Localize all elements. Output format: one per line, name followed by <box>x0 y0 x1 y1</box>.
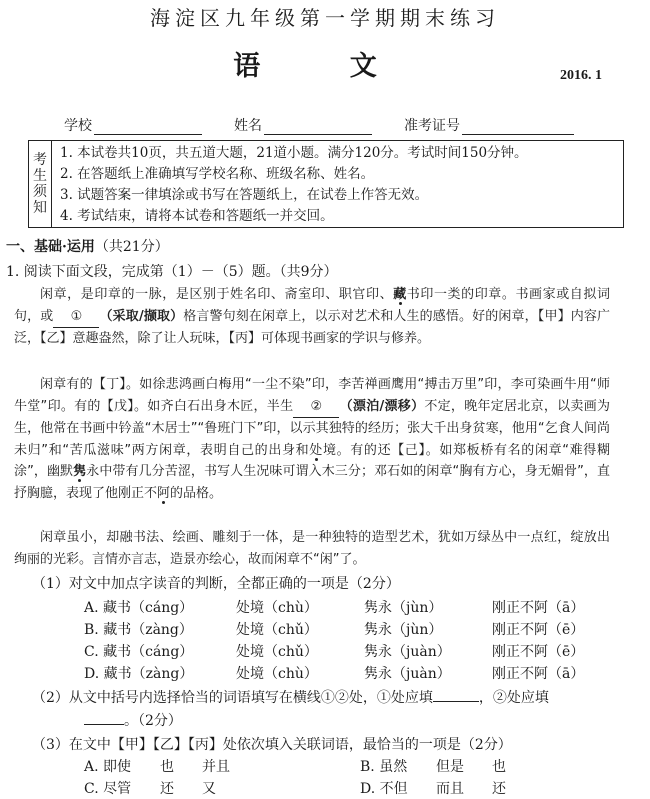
subquestion-3-options <box>84 755 554 799</box>
option-a[interactable]: A. 即使 也 并且 <box>84 759 230 775</box>
option-d[interactable]: D. 不但 而且 还 <box>360 781 506 797</box>
option-c[interactable]: C. 藏书（cáng） 处境（chǔ） 隽永（juàn） 刚正不阿（ē） <box>84 644 585 660</box>
subject-title: 语 文 <box>233 51 417 82</box>
subquestion-2-line-2: 。（2分） <box>84 710 182 730</box>
subquestion-3-stem: （3）在文中【甲】【乙】【丙】处依次填入关联词语，最恰当的一项是（2分） <box>32 737 512 753</box>
exam-date: 2016. 1 <box>560 68 602 83</box>
question-1-stem: 1. 阅读下面文段，完成第（1）－（5）题。（共9分） <box>6 264 338 280</box>
school-blank <box>94 120 202 135</box>
option-d[interactable]: D. 藏书（zàng） 处境（chù） 隽永（juàn） 刚正不阿（ā） <box>84 666 585 682</box>
notice-list <box>52 141 528 227</box>
section-heading: 一、基础·运用（共21分） <box>6 239 169 255</box>
candidate-notice-box <box>28 140 624 228</box>
exam-number-blank <box>462 120 574 135</box>
blank-2[interactable]: ② <box>293 396 339 419</box>
option-c[interactable]: C. 尽管 还 又 <box>84 781 216 797</box>
notice-item: 3. 试题答案一律填涂或书写在答题纸上，在试卷上作答无效。 <box>60 187 429 203</box>
notice-item: 1. 本试卷共10页，共五道大题，21道小题。满分120分。考试时间150分钟。 <box>60 145 528 161</box>
notice-item: 2. 在答题纸上准确填写学校名称、班级名称、姓名。 <box>60 166 375 182</box>
name-blank <box>264 120 372 135</box>
passage-paragraph-3: 闲章虽小，却融书法、绘画、雕刻于一体，是一种独特的造型艺术，犹如万绿丛中一点红，绽放出绚丽的光彩。言情亦言志，造景亦绘心，故而闲章不“闲”了。 <box>14 530 610 567</box>
option-b[interactable]: B. 虽然 但是 也 <box>360 759 506 775</box>
exam-number-label: 准考证号 <box>404 118 460 134</box>
subquestion-1-options <box>84 596 624 684</box>
blank-1[interactable]: ① <box>53 306 99 329</box>
exam-number-field <box>404 115 624 135</box>
answer-blank-1[interactable] <box>433 689 479 702</box>
school-field <box>64 115 234 135</box>
notice-item: 4. 考试结束，请将本试卷和答题纸一并交回。 <box>60 208 334 224</box>
notice-label: 考 生 须 知 <box>29 141 52 227</box>
name-field <box>234 115 404 135</box>
option-b[interactable]: B. 藏书（zàng） 处境（chǔ） 隽永（jùn） 刚正不阿（ē） <box>84 622 585 638</box>
school-label: 学校 <box>64 118 92 134</box>
subquestion-1-stem: （1）对文中加点字读音的判断，全都正确的一项是（2分） <box>32 576 400 592</box>
exam-title: 海淀区九年级第一学期期末练习 <box>150 6 500 30</box>
student-info-fields <box>64 115 624 135</box>
answer-blank-2[interactable] <box>84 712 124 725</box>
name-label: 姓名 <box>234 118 262 134</box>
passage-paragraph-2: 闲章有的【丁】。如徐悲鸿画白梅用“一尘不染”印，李苦禅画鹰用“搏击万里”印，李可染画牛用“师牛堂”印。有的【戊】。如齐白石出身木匠，半生 ② （漂泊/漂移）不定，晚年定居北京，以卖画为生，他常在书画中钤盖“木居士”“鲁班门下”印，以示其独特的经历；张大千出身贫寒，他用“乞食人间尚未归”和“苦瓜滋味”两方闲章，表明自己的出身和处境。有的还【己】。如郑板桥有名的闲章“难得糊涂”，幽默隽永中带有几分苦涩，书写人生况味可谓入木三分；邓石如的闲章“胸有方心，身无媚骨”，直抒胸臆，表现了他刚正不阿的品格。 <box>14 377 610 501</box>
subquestion-2-line-1: （2）从文中括号内选择恰当的词语填写在横线①②处，①处应填 ，②处应填 <box>32 690 549 706</box>
passage-paragraph-1: 闲章，是印章的一脉，是区别于姓名印、斋室印、职官印、藏书印一类的印章。书画家或自拟词句，或 ① （采取/撷取）格言警句刻在闲章上，以示对艺术和人生的感悟。好的闲章，【甲】内容广泛，【乙】意趣盎然，除了让人玩味，【丙】可体现书画家的学识与修养。 <box>14 287 610 346</box>
option-a[interactable]: A. 藏书（cáng） 处境（chù） 隽永（jùn） 刚正不阿（ā） <box>84 600 585 616</box>
